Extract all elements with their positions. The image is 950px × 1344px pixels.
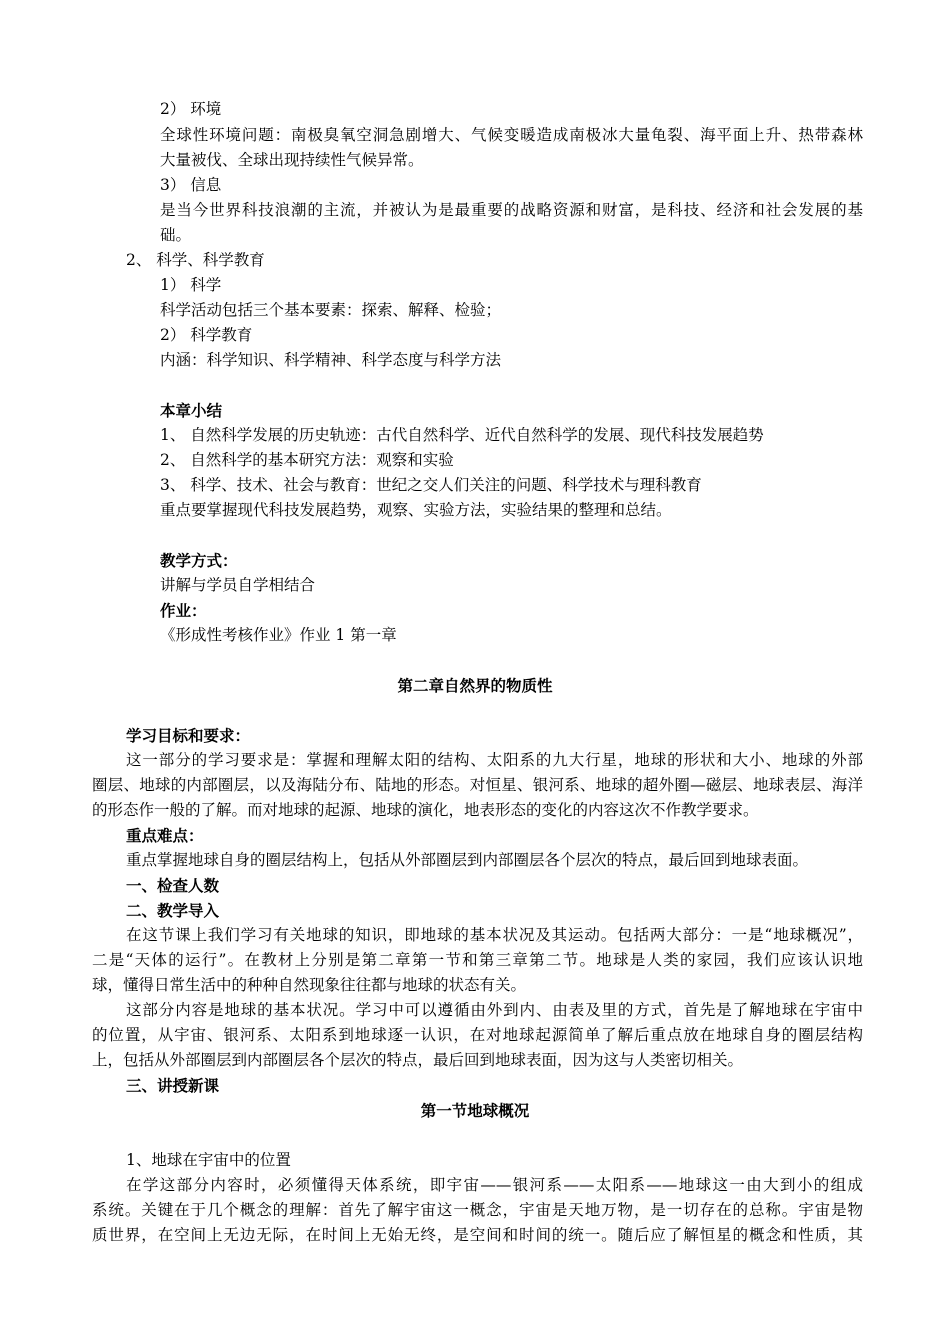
- position-line-3: 质世界，在空间上无边无际，在时间上无始无终，是空间和时间的统一。随后应了解恒星的概念和性质，其: [92, 1226, 863, 1244]
- info-text-line-1: 是当今世界科技浪潮的主流，并被认为是最重要的战略资源和财富，是科技、经济和社会发展的基: [160, 201, 863, 219]
- science-education-subheading: 2） 科学教育: [160, 326, 253, 344]
- env-text-line-1: 全球性环境问题：南极臭氧空洞急剧增大、气候变暖造成南极冰大量龟裂、海平面上升、热带森林: [160, 126, 863, 144]
- key-difficulties-text: 重点掌握地球自身的圈层结构上，包括从外部圈层到内部圈层各个层次的特点，最后回到地球表面。: [126, 851, 809, 869]
- homework-heading: 作业：: [160, 601, 207, 620]
- science-subheading: 1） 科学: [160, 276, 222, 294]
- env-text-line-2: 大量被伐、全球出现持续性气候异常。: [160, 151, 424, 169]
- intro-line-4: 这部分内容是地球的基本状况。学习中可以遵循由外到内、由表及里的方式，首先是了解地球在宇宙中: [126, 1001, 863, 1019]
- key-difficulties-heading: 重点难点：: [126, 826, 204, 845]
- chapter-title: 第二章自然界的物质性: [397, 676, 553, 695]
- summary-item-1: 1、 自然科学发展的历史轨迹：古代自然科学、近代自然科学的发展、现代科技发展趋势: [160, 426, 764, 444]
- env-heading: 2） 环境: [160, 100, 222, 118]
- goals-line-1: 这一部分的学习要求是：掌握和理解太阳的结构、太阳系的九大行星，地球的形状和大小、地球的外部: [126, 751, 863, 769]
- teaching-method-text: 讲解与学员自学相结合: [160, 576, 316, 594]
- section-title: 第一节地球概况: [420, 1101, 530, 1120]
- step-2-heading: 二、教学导入: [126, 901, 220, 920]
- intro-line-3: 球，懂得日常生活中的种种自然现象往往都与地球的状态有关。: [92, 976, 527, 994]
- step-3-heading: 三、讲授新课: [126, 1076, 220, 1095]
- science-text: 科学活动包括三个基本要素：探索、解释、检验；: [160, 301, 502, 319]
- science-section-heading: 2、 科学、科学教育: [126, 251, 265, 269]
- science-education-text: 内涵：科学知识、科学精神、科学态度与科学方法: [160, 351, 502, 369]
- position-heading: 1、地球在宇宙中的位置: [126, 1151, 291, 1169]
- position-line-2: 系统。关键在于几个概念的理解：首先了解宇宙这一概念，宇宙是天地万物，是一切存在的总称。宇宙是物: [92, 1201, 863, 1219]
- teaching-method-heading: 教学方式：: [160, 551, 238, 570]
- summary-item-3: 3、 科学、技术、社会与教育：世纪之交人们关注的问题、科学技术与理科教育: [160, 476, 702, 494]
- summary-item-2: 2、 自然科学的基本研究方法：观察和实验: [160, 451, 454, 469]
- info-heading: 3） 信息: [160, 176, 222, 194]
- intro-line-2: 二是“天体的运行”。在教材上分别是第二章第一节和第三章第二节。地球是人类的家园，我们应该认识地: [92, 951, 863, 969]
- homework-text: 《形成性考核作业》作业 1 第一章: [160, 626, 397, 644]
- chapter-summary-heading: 本章小结: [160, 401, 223, 420]
- learning-goals-heading: 学习目标和要求：: [126, 726, 251, 745]
- intro-line-1: 在这节课上我们学习有关地球的知识，即地球的基本状况及其运动。包括两大部分：一是“地球概况”，: [126, 926, 863, 944]
- goals-line-2: 圈层、地球的内部圈层，以及海陆分布、陆地的形态。对恒星、银河系、地球的超外圈—磁层、地球表层、海洋: [92, 776, 863, 794]
- goals-line-3: 的形态作一般的了解。而对地球的起源、地球的演化，地表形态的变化的内容这次不作教学要求。: [92, 801, 759, 819]
- position-line-1: 在学这部分内容时，必须懂得天体系统，即宇宙——银河系——太阳系——地球这一由大到小的组成: [126, 1176, 863, 1194]
- summary-key-points: 重点要掌握现代科技发展趋势，观察、实验方法，实验结果的整理和总结。: [160, 501, 672, 519]
- step-1-heading: 一、检查人数: [126, 876, 220, 895]
- intro-line-5: 的位置，从宇宙、银河系、太阳系到地球逐一认识，在对地球起源简单了解后重点放在地球自身的圈层结构: [92, 1026, 863, 1044]
- intro-line-6: 上，包括从外部圈层到内部圈层各个层次的特点，最后回到地球表面，因为这与人类密切相关。: [92, 1051, 744, 1069]
- info-text-line-2: 础。: [160, 226, 192, 244]
